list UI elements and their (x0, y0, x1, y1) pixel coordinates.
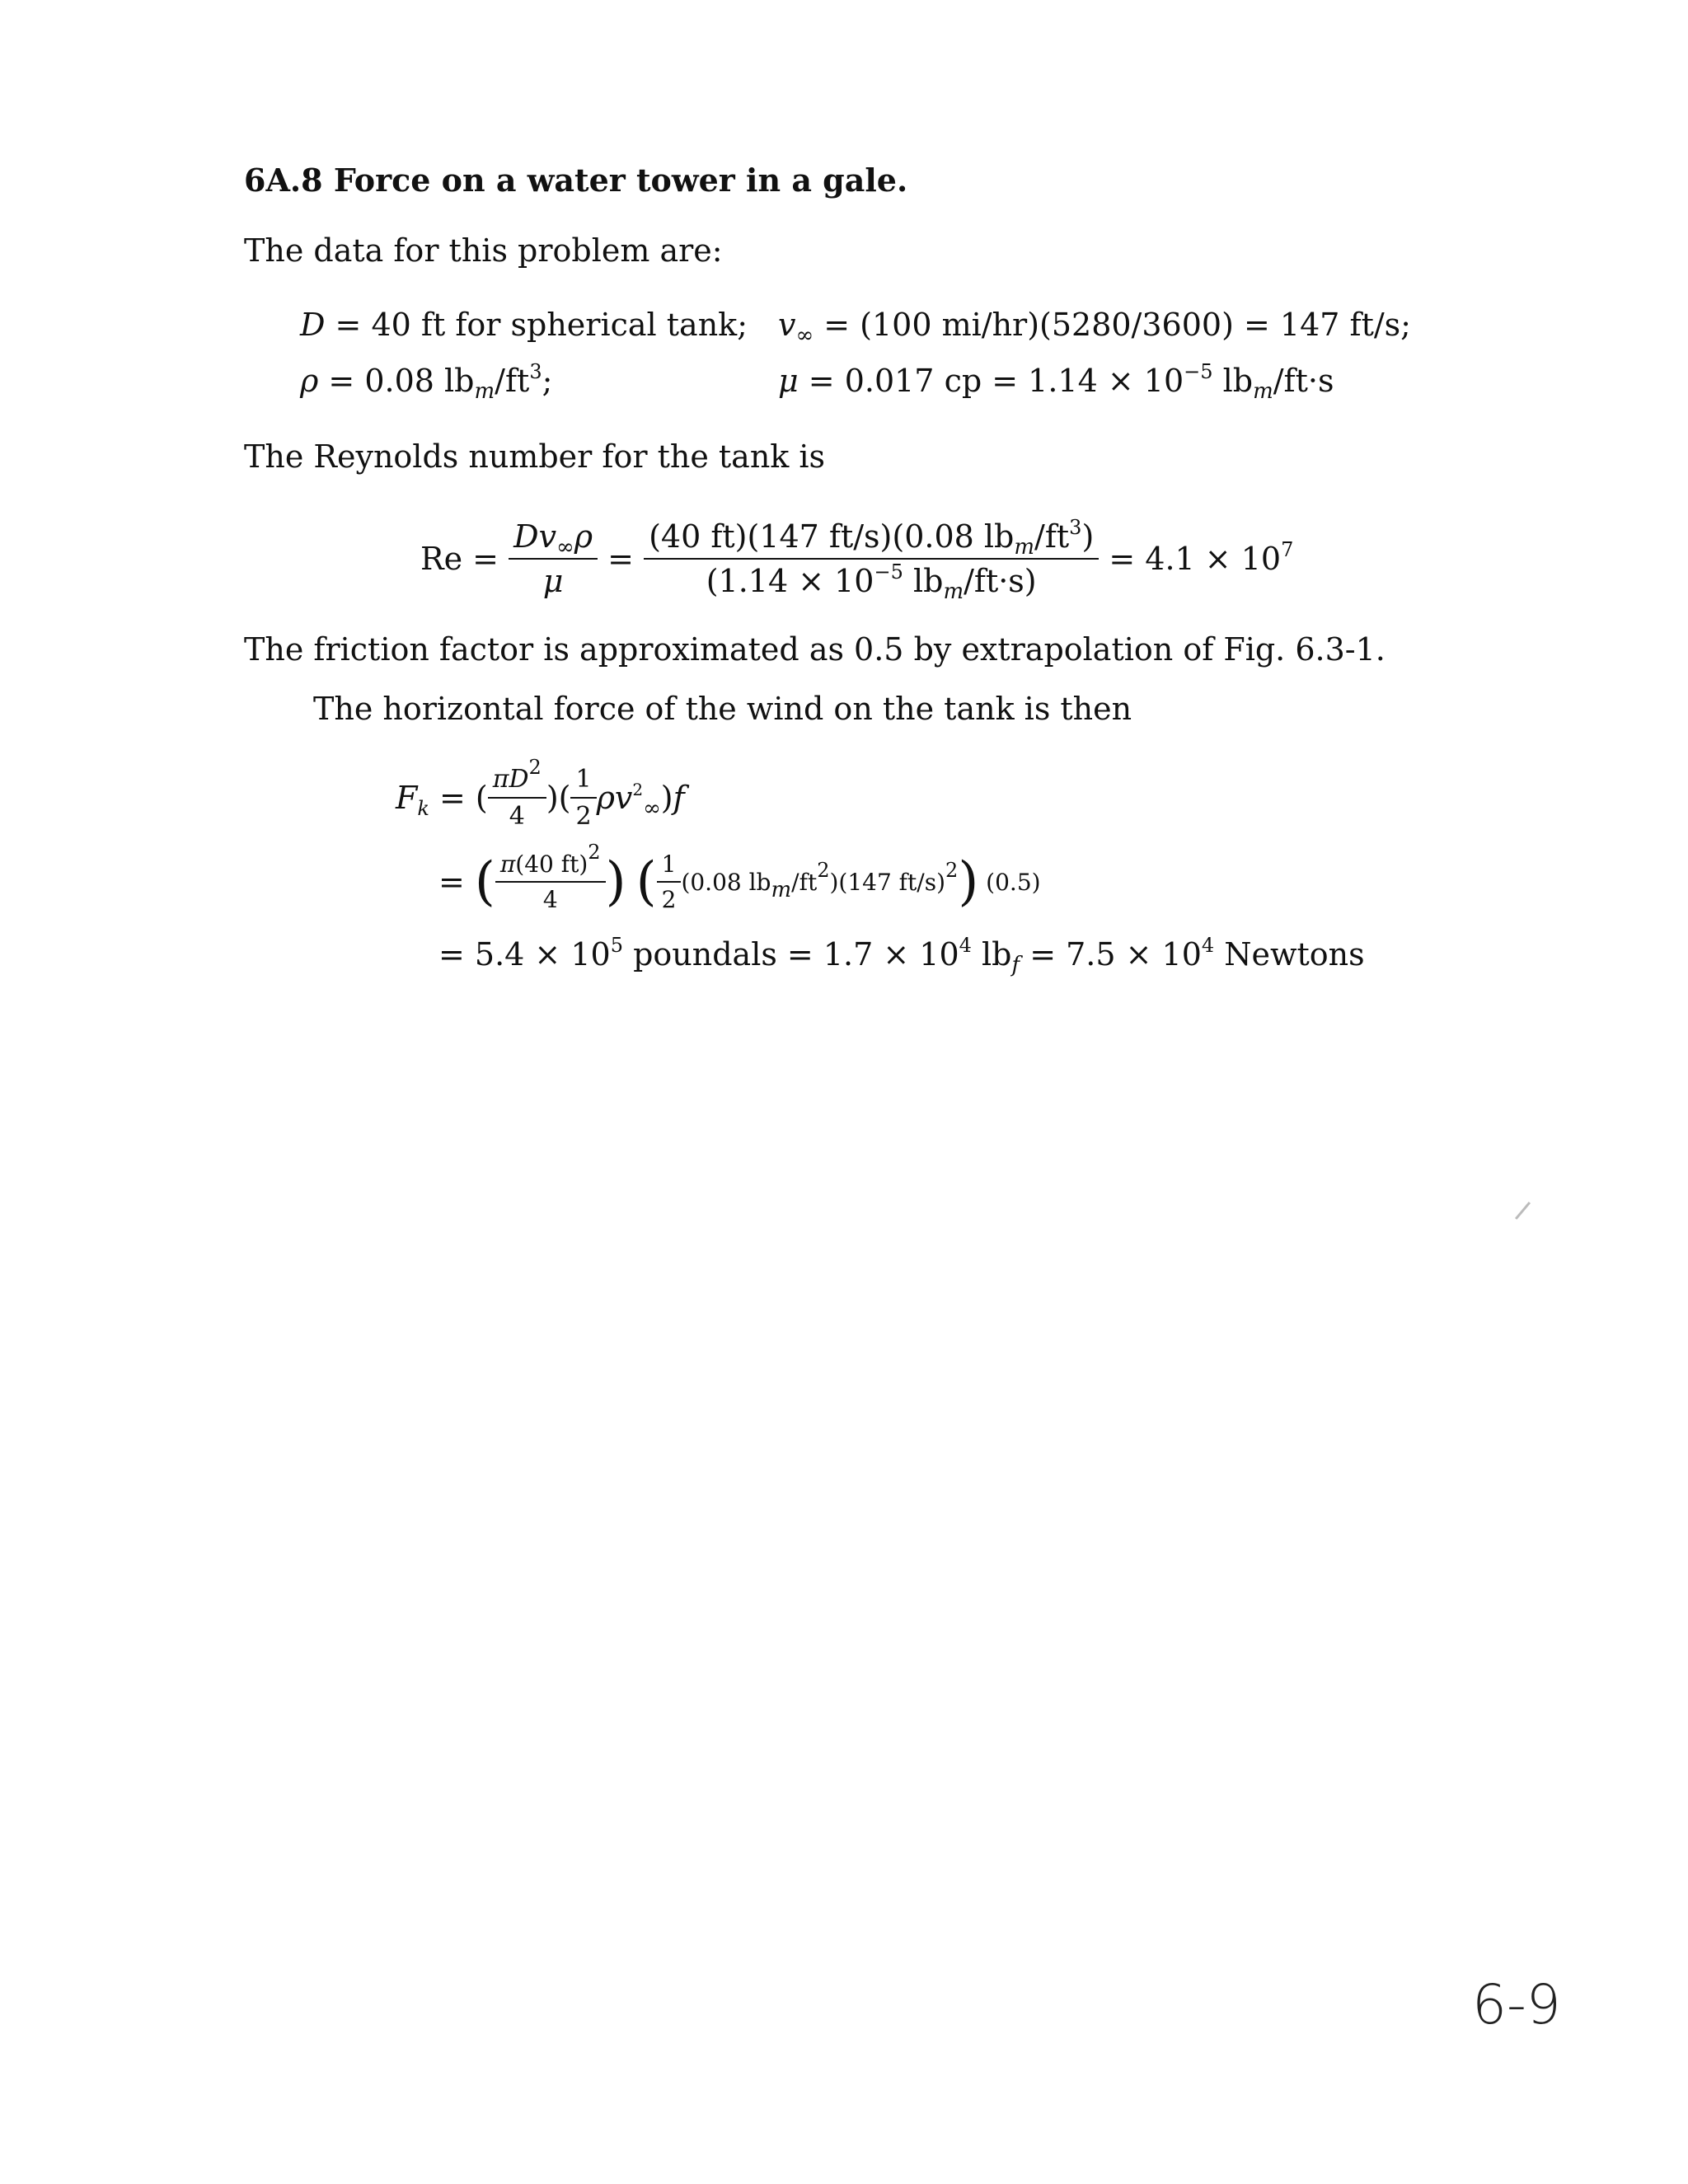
scan-mark (1515, 1202, 1531, 1220)
reynolds-result: = $4.1 \times 10^7$ (1099, 538, 1294, 577)
reynolds-lhs: Re = (420, 541, 509, 577)
diameter-equation: D = 40 ft for spherical tank; (300, 307, 748, 343)
force-equation-line-1: $F_k$ = ( $\frac{\pi D^2}{4}$ )( $\frac{1}{2}$ $\rho v^2_\infty)f$ (396, 756, 685, 831)
friction-factor-text: The friction factor is approximated as 0.5 by extrapolation of Fig. 6.3-1. (244, 631, 1386, 668)
reynolds-fraction-symbolic: $\frac{Dv_\infty\rho}{\mu}$ (509, 518, 598, 599)
reynolds-fraction-numeric: $\frac{(40 ft)(147 ft/s)(0.08 lb_m/ft^3)}{(1.14 \times 10^{-5} lb_m/ft\cdot s)}$ (644, 518, 1099, 599)
page-number-handwritten: 6-9 (1472, 1973, 1561, 2036)
density-equation: ρ = 0.08 $lb_m/ft^3$; (300, 360, 553, 404)
reynolds-intro: The Reynolds number for the tank is (244, 438, 826, 475)
force-equation-line-3: = $5.4 \times 10^5$ poundals = $1.7 \times 10^4$ $lb_f = 7.5 \times 10^4$ Newtons (438, 934, 1365, 977)
intro-text: The data for this problem are: (244, 232, 723, 269)
force-equation-line-2: = ( $\frac{\pi(40 ft)^2}{4}$ ) ( $\frac{1}{2}$ (0.08 $lb_m/ft^2)(147$ ft/s)$^2$ ) (0.5) (438, 841, 1041, 913)
problem-title: 6A.8 Force on a water tower in a gale. (244, 162, 908, 199)
viscosity-equation: μ = 0.017 cp = $1.14 \times 10^{-5}$ $lb_m/ft\cdot s$ (778, 360, 1334, 404)
force-intro: The horizontal force of the wind on the tank is then (313, 691, 1132, 727)
reynolds-equation: Re = $\frac{Dv_\infty\rho}{\mu}$ = $\frac{(40 ft)(147 ft/s)(0.08 lb_m/ft^3)}{(1.14 \times 10^{-5} lb_m/ft\cdot s)}$ = $4.1 \times 10^7$ (420, 516, 1294, 604)
velocity-equation: $v_\infty = (100$ mi/hr)(5280/3600) = 147 ft/s; (778, 307, 1411, 348)
